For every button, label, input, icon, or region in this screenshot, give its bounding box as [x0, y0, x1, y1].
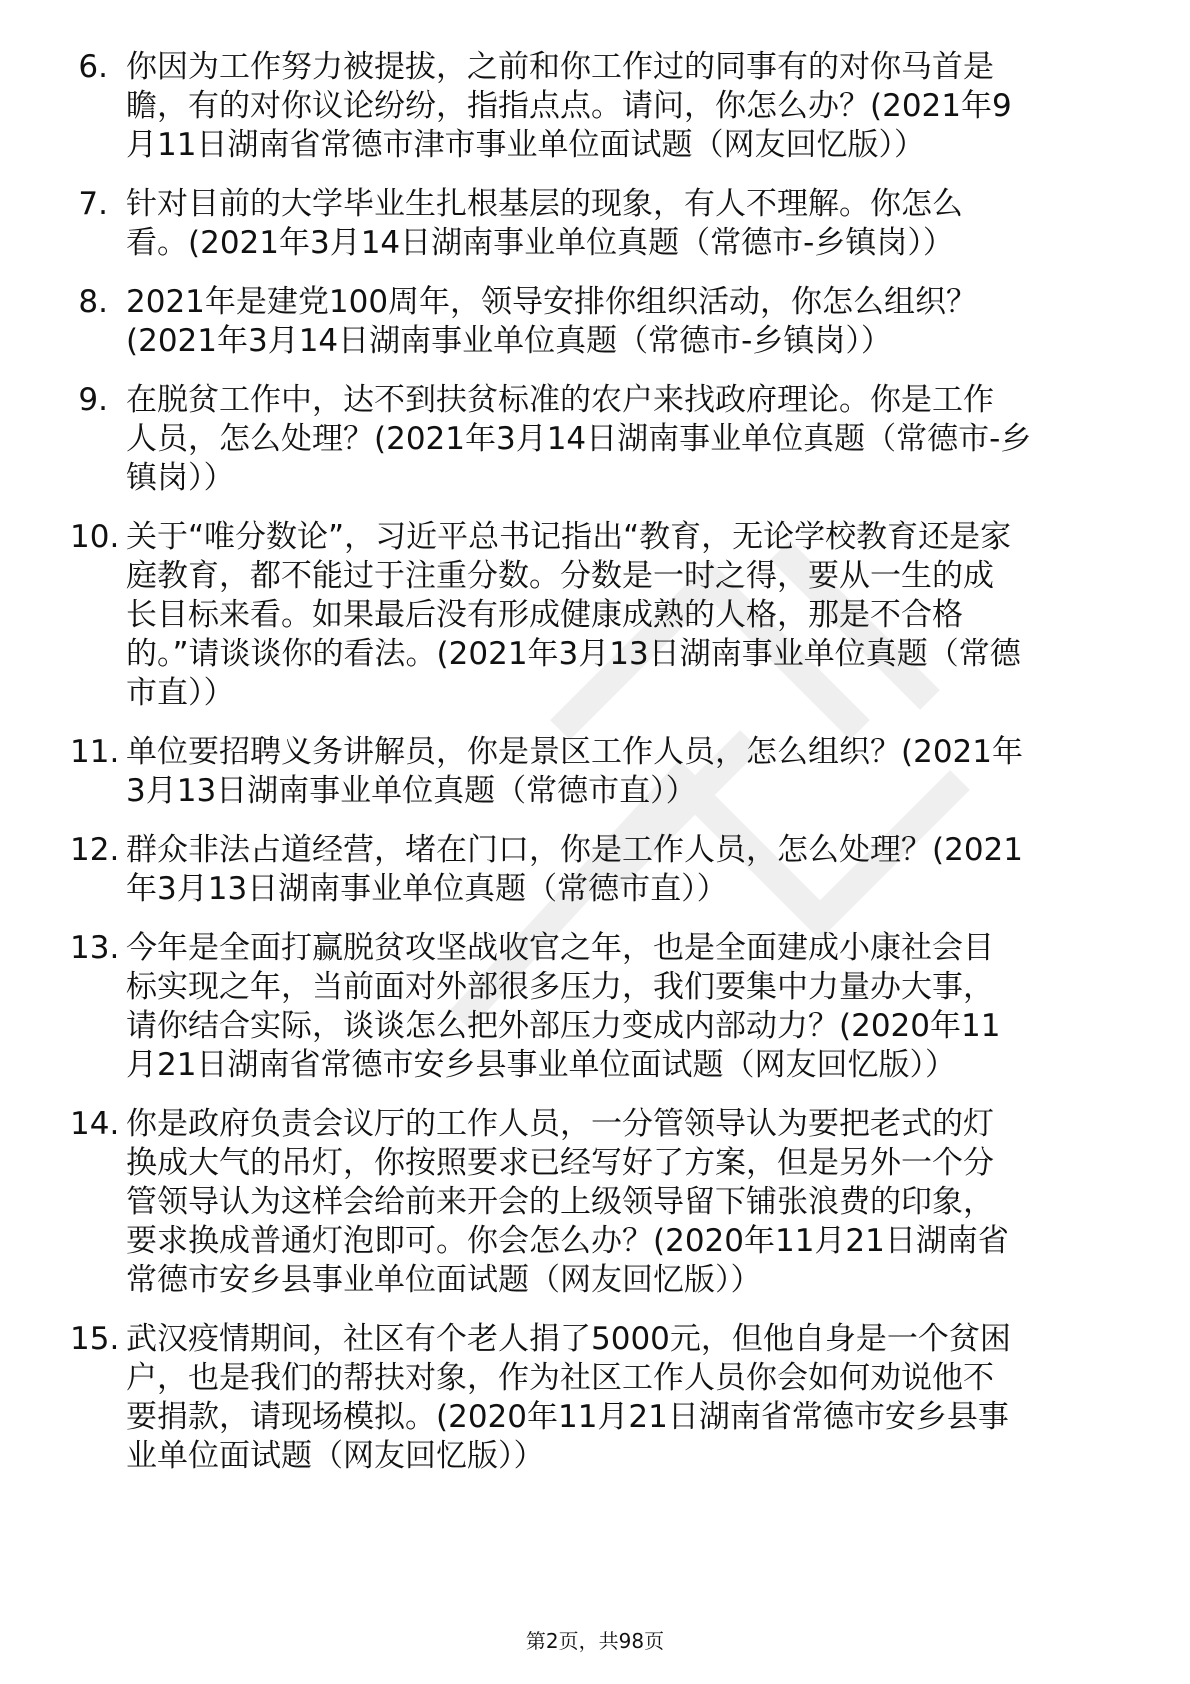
list-item — [70, 185, 1130, 263]
question-number: 10. — [70, 519, 120, 555]
question-number: 13. — [70, 930, 120, 966]
question-text: 武汉疫情期间，社区有个老人捐了5000元，但他自身是一个贫困 户，也是我们的帮扶对象，作为社区工作人员你会如何劝说他不 要捐款，请现场模拟。(2020年11月21日湖南省常德市安乡县事 业单位面试题（网友回忆版）） — [126, 1321, 1011, 1474]
question-list — [70, 48, 1130, 1496]
list-item — [70, 929, 1130, 1085]
list-item — [70, 1105, 1130, 1300]
question-number: 6. — [78, 49, 108, 85]
question-text: 你因为工作努力被提拔，之前和你工作过的同事有的对你马首是 瞻，有的对你议论纷纷，指指点点。请问，你怎么办？(2021年9 月11日湖南省常德市津市事业单位面试题（网友回忆版）） — [126, 49, 1012, 163]
question-text: 单位要招聘义务讲解员，你是景区工作人员，怎么组织？(2021年 3月13日湖南事业单位真题（常德市直）） — [126, 734, 1023, 809]
list-item — [70, 831, 1130, 909]
list-item — [70, 518, 1130, 713]
question-number: 15. — [70, 1321, 120, 1357]
question-text: 2021年是建党100周年，领导安排你组织活动，你怎么组织？ (2021年3月14日湖南事业单位真题（常德市-乡镇岗）） — [126, 284, 978, 359]
question-number: 14. — [70, 1106, 120, 1142]
list-item — [70, 381, 1130, 498]
list-item — [70, 1320, 1130, 1476]
list-item — [70, 283, 1130, 361]
question-number: 11. — [70, 734, 120, 770]
question-text: 群众非法占道经营，堵在门口，你是工作人员，怎么处理？(2021 年3月13日湖南事业单位真题（常德市直）） — [126, 832, 1023, 907]
list-item — [70, 48, 1130, 165]
question-number: 9. — [78, 382, 108, 418]
list-item — [70, 733, 1130, 811]
question-number: 12. — [70, 832, 120, 868]
question-text: 关于“唯分数论”，习近平总书记指出“教育，无论学校教育还是家 庭教育，都不能过于注重分数。分数是一时之得，要从一生的成 长目标来看。如果最后没有形成健康成熟的人格，那是不合格 的。”请谈谈你的看法。(2021年3月13日湖南事业单位真题（常德 市直）） — [126, 519, 1021, 711]
question-text: 你是政府负责会议厅的工作人员，一分管领导认为要把老式的灯 换成大气的吊灯，你按照要求已经写好了方案，但是另外一个分 管领导认为这样会给前来开会的上级领导留下铺张浪费的印象， 要求换成普通灯泡即可。你会怎么办？(2020年11月21日湖南省 常德市安乡县事业单位面试题（网友回忆版）） — [126, 1106, 1009, 1298]
question-text: 今年是全面打赢脱贫攻坚战收官之年，也是全面建成小康社会目 标实现之年，当前面对外部很多压力，我们要集中力量办大事， 请你结合实际，谈谈怎么把外部压力变成内部动力？(2020年11 月21日湖南省常德市安乡县事业单位面试题（网友回忆版）） — [126, 930, 1001, 1083]
question-text: 在脱贫工作中，达不到扶贫标准的农户来找政府理论。你是工作 人员，怎么处理？(2021年3月14日湖南事业单位真题（常德市-乡 镇岗）） — [126, 382, 1032, 496]
question-number: 8. — [78, 284, 108, 320]
question-text: 针对目前的大学毕业生扎根基层的现象，有人不理解。你怎么 看。(2021年3月14日湖南事业单位真题（常德市-乡镇岗）） — [126, 186, 963, 261]
question-number: 7. — [78, 186, 108, 222]
page-footer: 第2页，共98页 — [525, 1629, 665, 1653]
